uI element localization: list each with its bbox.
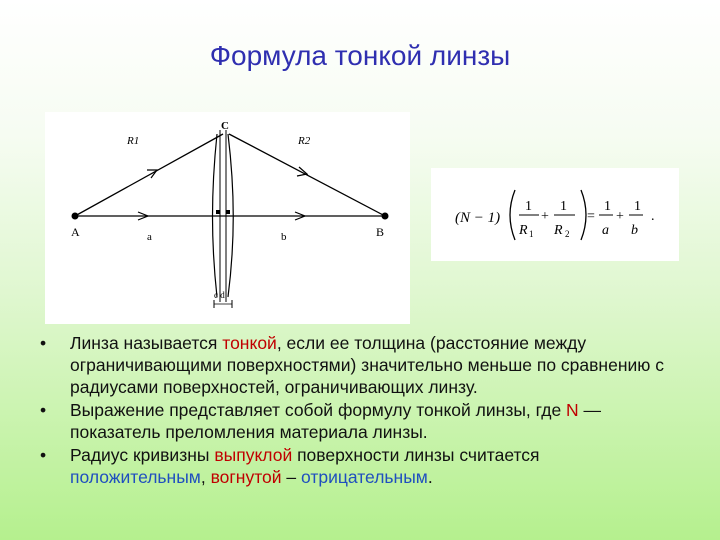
label-cd: c d (214, 290, 225, 300)
label-point-b: B (376, 225, 385, 239)
frac1-den: R (519, 223, 528, 238)
lens-formula (431, 168, 679, 261)
arrow-ray-right (297, 167, 307, 176)
bullet-marker: • (40, 445, 47, 465)
formula-period: . (651, 209, 655, 224)
bullet-3-highlight-positive: положительным (70, 467, 201, 487)
bullet-item-2 (40, 399, 680, 443)
frac2-num: 1 (560, 199, 567, 214)
bullet-3-comma: , (200, 467, 211, 487)
formula-lhs: (N − 1) (455, 210, 501, 226)
bullet-1-text: Линза называется (70, 333, 223, 353)
bullet-marker: • (40, 333, 47, 353)
bullet-1-highlight-thin: тонкой (222, 333, 277, 353)
label-r2: R2 (298, 135, 311, 147)
frac4-num: 1 (634, 199, 641, 214)
lens-diagram-panel (45, 112, 410, 324)
bullet-2-text: Выражение представляет собой формулу тонкой линзы, где (70, 400, 567, 420)
bullet-3-highlight-convex: выпуклой (214, 445, 293, 465)
label-distance-b: b (281, 231, 287, 243)
label-distance-a: a (147, 231, 152, 243)
marker-left (216, 210, 220, 214)
frac3-den: a (602, 223, 609, 238)
marker-right (226, 210, 230, 214)
ray-a-c (75, 134, 223, 216)
label-r1: R1 (127, 135, 140, 147)
paren-open (510, 190, 515, 240)
bullet-2-highlight-n: N (566, 400, 579, 420)
bullet-3-text: Радиус кривизны (70, 445, 215, 465)
bullet-3-period: . (427, 467, 433, 487)
paren-close (581, 190, 586, 240)
bullet-1-text-rest: , если ее толщина (расстояние между ограничивающими поверхностями) значительно меньше по сравнению с радиусами поверхностей, ограничивающих линзу. (70, 333, 665, 397)
bullet-list (40, 332, 680, 489)
equals-sign: = (587, 209, 595, 224)
frac1-den-sub: 1 (529, 229, 534, 239)
frac2-den: R (554, 223, 563, 238)
bullet-marker: • (40, 400, 47, 420)
label-point-a: A (71, 225, 80, 239)
bullet-2-text-rest: — показатель преломления материала линзы. (70, 400, 602, 442)
bullet-item-1 (40, 332, 680, 398)
plus-1: + (541, 209, 549, 224)
point-b (382, 213, 389, 220)
frac1-num: 1 (525, 199, 532, 214)
frac3-num: 1 (604, 199, 611, 214)
slide-title: Формула тонкой линзы (209, 40, 511, 71)
bullet-3-highlight-negative: отрицательным (301, 467, 428, 487)
bullet-3-highlight-concave: вогнутой (210, 467, 282, 487)
frac4-den: b (631, 223, 638, 238)
frac2-den-sub: 2 (565, 229, 570, 239)
lens-formula-panel (431, 168, 679, 261)
bullet-item-3 (40, 444, 680, 488)
bullet-3-dash: – (281, 467, 301, 487)
point-a (72, 213, 79, 220)
label-c: C (221, 120, 229, 132)
plus-2: + (616, 209, 624, 224)
lens-diagram (45, 112, 410, 324)
bullet-3-text-mid: поверхности линзы считается (292, 445, 540, 465)
